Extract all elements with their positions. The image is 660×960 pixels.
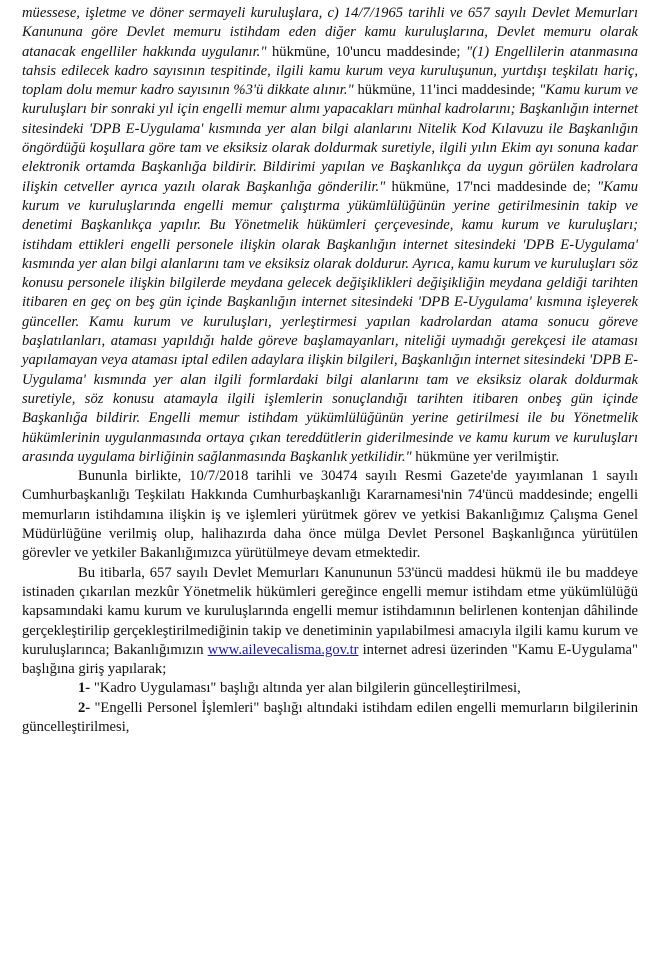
list-item [22,679,638,698]
list-item-number: 1- [78,680,91,697]
instructions-text-end: internet adresi üzerinden "Kamu E-Uygulama" başlığına giriş yapılarak; [22,641,638,678]
quote-scope: müessese, işletme ve döner sermayeli kuruluşlara, c) 14/7/1965 tarihli ve 657 sayılı Devlet Memurları Kanununa göre Devlet memuru istihdam eden diğer kamu kuruluşlarına, Devlet memuru olarak atanacak engelliler hakkında uygulanır." [22,5,638,60]
quote-article-17: "Kamu kurum ve kuruluşlarında engelli memur çalıştırma yükümlülüğünün yerine getirilmesinin takip ve denetimi Başkanlıkça yapılır. Bu Yönetmelik hükümleri çerçevesinde, kamu kurum ve kuruluşları; istihdam ettikleri engelli personele ilişkin olarak Başkanlığın internet sitesindeki 'DPB E-Uygulama' kısmında yer alan bilgi alanlarını tam ve eksiksiz olarak doldurur. Ayrıca, kamu kurum ve kuruluşları söz konusu personele ilişkin bilgilerde meydana gelecek değişiklikleri değişikliğin meydana geldiği tarihten itibaren en geç on beş gün içinde Başkanlığın internet sitesindeki 'DPB E-Uygulama' kısmına işleyerek günceller. Kamu kurum ve kuruluşları, yerleştirmesi yapılan kadrolardan atama sonucu göreve başlatılanları, ataması yapıldığı halde göreve başlamayanları, niteliği uymadığı gerekçesi ile ataması yapılamayan veya ataması iptal edilen adaylara ilişkin bilgileri, Başkanlığın internet sitesindeki 'DPB E-Uygulama' kısmında yer alan ilgili formlardaki bilgi alanlarını tam ve eksiksiz olarak doldurmak suretiyle, söz konusu atamayla ilgili işlemlerin sonuçlandığı tarihten itibaren onbeş gün içinde Başkanlığa bildirir. Engelli memur istihdam yükümlülüğünün yerine getirilmesi ile bu Yönetmelik hükümlerinin uygulanmasında ortaya çıkan tereddütlerin giderilmesinde ve kamu kurum ve kuruluşları arasında uygulama birliğinin sağlanmasında Başkanlık yetkilidir." [22,178,638,465]
quote-article-11: "Kamu kurum ve kuruluşları bir sonraki yıl için engelli memur alımı yapacakları münhal kadrolarını; Başkanlığın internet sitesindeki 'DPB E-Uygulama' kısmında yer alan bilgi alanlarını Nitelik Kod Kılavuzu ile Başkanlığın öngördüğü koşullara göre tam ve eksiksiz olarak doldurmak suretiyle, ilgili yılın Ekim ayı sonuna kadar elektronik ortamda Başkanlığa bildirir. Bildirimi yapılan ve Başkanlıkça da uygun görülen kadrolara ilişkin cetveller ayrıca yazılı olarak Başkanlığa gönderilir." [22,82,638,195]
ministry-website-link[interactable]: www.ailevecalisma.gov.tr [207,641,359,658]
text-closing: hükmüne yer verilmiştir. [411,448,560,465]
list-item-number: 2- [78,699,91,716]
list-item-text: "Kadro Uygulaması" başlığı altında yer alan bilgilerin güncelleştirilmesi, [90,680,521,697]
quote-article-10: "(1) Engellilerin atanmasına tahsis edilecek kadro sayısının tespitinde, ilgili kamu kurum veya kuruluşunun, yurtdışı teşkilatı hariç, toplam dolu memur kadro sayısının %3'ü dikkate alınır." [22,43,638,99]
list-item [22,699,638,738]
text-connector-10: hükmüne, 10'uncu maddesinde; [266,43,466,60]
list-item-text: "Engelli Personel İşlemleri" başlığı altındaki istihdam edilen engelli memurların bilgilerinin güncelleştirilmesi, [22,699,638,735]
document-page [22,4,638,737]
paragraph-regulation-quotes [22,4,638,467]
paragraph-decree: Bununla birlikte, 10/7/2018 tarihli ve 30474 sayılı Resmi Gazete'de yayımlanan 1 sayılı Cumhurbaşkanlığı Teşkilatı Hakkında Cumhurbaşkanlığı Kararnamesi'nin 74'üncü maddesinde; engelli memurların istihdamına ilişkin iş ve işlemleri yürütmek görev ve yetkisi Bakanlığımız Çalışma Genel Müdürlüğüne verilmiş olup, halihazırda daha önce mülga Devlet Personel Başkanlığınca yürütülen görevler ve yetkiler Bakanlığımızca yürütülmeye devam etmektedir. [22,468,638,562]
text-connector-11: hükmüne, 11'inci maddesinde; [353,82,540,99]
instructions-text: Bu itibarla, 657 sayılı Devlet Memurları Kanununun 53'üncü maddesi hükmü ile bu maddeye istinaden çıkarılan mezkûr Yönetmelik hükümleri gereğince engelli memur istihdam etme yükümlülüğü kapsamındaki kamu kurum ve kuruluşlarında engelli memur istihdamının belirlenen kontenjan dâhilinde gerçekleştirilip gerçekleştirilmediğinin takip ve denetiminin yapılabilmesi amacıyla ilgili kamu kurum ve kuruluşlarınca; Bakanlığımızın [22,564,638,658]
paragraph-instructions [22,564,638,680]
text-connector-17: hükmüne, 17'nci maddesinde de; [385,178,597,195]
